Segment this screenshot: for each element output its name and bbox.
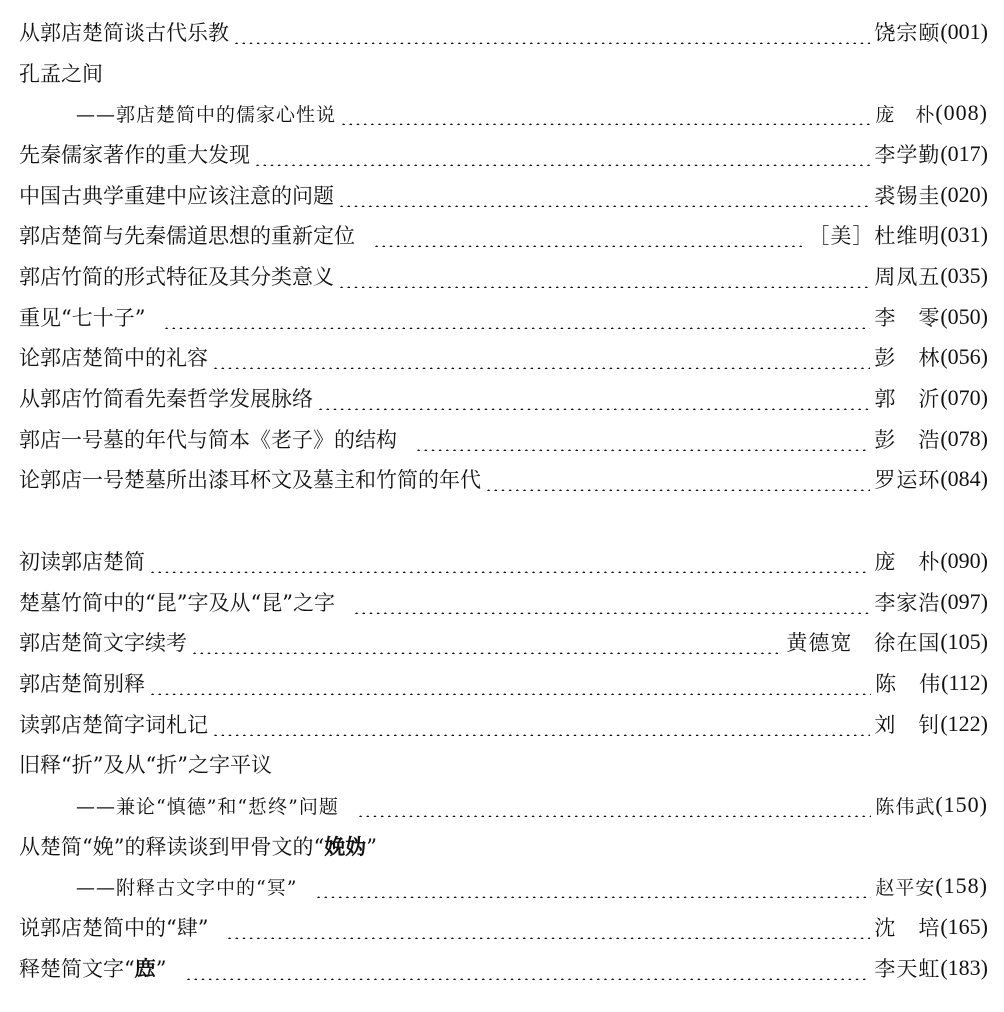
entry-page: (070) (940, 385, 988, 410)
entry-title: 读郭店楚简字词札记 (19, 713, 208, 737)
entry-author: 李学勤 (874, 143, 941, 167)
entry-title: 郭店一号墓的年代与简本《老子》的结构 (19, 428, 397, 452)
entry-author: 周凤五 (874, 265, 941, 289)
entry-page: (035) (940, 263, 988, 288)
entry-author: ［美］杜维明 (808, 224, 941, 248)
entry-author: 沈 培 (874, 916, 941, 940)
dot-leader (212, 345, 870, 369)
toc-entry[interactable] (0, 541, 1004, 581)
entry-author: 裘锡圭 (874, 184, 941, 208)
entry-title: 郭店楚简别释 (19, 672, 145, 696)
entry-author: 彭 林 (874, 346, 941, 370)
entry-page: (150) (935, 792, 988, 817)
toc-entry[interactable] (0, 53, 1004, 93)
entry-page: (084) (940, 466, 988, 491)
toc-entry[interactable] (0, 378, 1004, 418)
entry-title: 孔孟之间 (19, 62, 103, 86)
toc-entry[interactable] (0, 704, 1004, 744)
entry-page: (122) (940, 711, 988, 736)
toc-entry[interactable] (0, 419, 1004, 459)
entry-page: (056) (940, 344, 988, 369)
entry-title: 论郭店一号楚墓所出漆耳杯文及墓主和竹简的年代 (19, 468, 481, 492)
entry-subtitle: ——附释古文字中的“冥” (76, 876, 298, 899)
entry-author: 庞 朴 (875, 103, 936, 126)
entry-author: 彭 浩 (874, 428, 941, 452)
entry-page: (090) (940, 548, 988, 573)
toc-entry[interactable] (0, 459, 1004, 499)
toc-entry[interactable] (0, 12, 1004, 52)
dot-leader (338, 264, 870, 288)
toc-entry[interactable] (0, 744, 1004, 784)
toc-entry[interactable] (0, 907, 1004, 947)
entry-page: (078) (940, 426, 988, 451)
toc-entry[interactable] (0, 215, 1004, 255)
toc-entry[interactable] (0, 175, 1004, 215)
toc-entry[interactable] (0, 297, 1004, 337)
dot-leader (185, 956, 871, 980)
entry-page: (020) (940, 182, 988, 207)
entry-title (19, 953, 167, 983)
entry-title: 从郭店楚简谈古代乐教 (19, 21, 229, 45)
toc-subentry[interactable] (0, 93, 1004, 133)
entry-title: 旧释“折”及从“折”之字平议 (19, 753, 272, 777)
dot-leader (149, 671, 871, 695)
entry-page: (008) (935, 100, 988, 125)
entry-title: 中国古典学重建中应该注意的问题 (19, 184, 334, 208)
entry-title: 说郭店楚简中的“肆” (19, 916, 209, 940)
entry-author: 刘 钊 (874, 713, 941, 737)
entry-author: 庞 朴 (874, 550, 941, 574)
dot-leader (226, 915, 870, 939)
dot-leader (149, 549, 870, 573)
entry-page: (017) (940, 141, 988, 166)
dot-leader (191, 630, 782, 654)
entry-author: 陈 伟 (875, 672, 942, 696)
entry-title: 初读郭店楚简 (19, 550, 145, 574)
entry-page: (105) (940, 629, 988, 654)
entry-author: 李家浩 (874, 591, 941, 615)
entry-author: 李 零 (874, 306, 941, 330)
dot-leader (163, 305, 870, 329)
entry-subtitle: ——兼论“慎德”和“悊终”问题 (76, 795, 339, 818)
entry-title: 楚墓竹简中的“昆”字及从“昆”之字 (19, 591, 335, 615)
toc-subentry[interactable] (0, 785, 1004, 825)
entry-page: (001) (940, 19, 988, 44)
entry-page: (165) (940, 914, 988, 939)
toc-entry[interactable] (0, 826, 1004, 866)
entry-author: 郭 沂 (874, 387, 941, 411)
entry-author: 黄德宽 徐在国 (786, 631, 941, 655)
entry-title-text: ” (155, 957, 167, 981)
entry-page: (112) (941, 670, 988, 695)
entry-page: (158) (935, 873, 988, 898)
toc-subentry[interactable] (0, 866, 1004, 906)
entry-title-text: 从楚简“娩”的释读谈到甲骨文的“ (19, 835, 325, 859)
dot-leader (212, 712, 870, 736)
toc-entry[interactable] (0, 622, 1004, 662)
entry-page: (097) (940, 589, 988, 614)
entry-title: 从郭店竹简看先秦哲学发展脉络 (19, 387, 313, 411)
entry-title: 郭店竹简的形式特征及其分类意义 (19, 265, 334, 289)
dot-leader (353, 590, 870, 614)
dot-leader (317, 386, 870, 410)
dot-leader (338, 183, 870, 207)
dot-leader (415, 427, 870, 451)
entry-author: 饶宗颐 (874, 21, 941, 45)
entry-page: (050) (940, 304, 988, 329)
toc-entry[interactable] (0, 663, 1004, 703)
toc-entry[interactable] (0, 948, 1004, 988)
entry-title-text: 释楚简文字“ (19, 957, 135, 981)
entry-subtitle: ——郭店楚简中的儒家心性说 (76, 103, 337, 126)
toc-entry[interactable] (0, 134, 1004, 174)
entry-title-glyph: 𢉖 (134, 956, 156, 981)
entry-title-text: ” (366, 835, 377, 859)
dot-leader (340, 101, 871, 125)
entry-author: 赵平安 (875, 876, 936, 899)
entry-title: 郭店楚简文字续考 (19, 631, 187, 655)
entry-title: 郭店楚简与先秦儒道思想的重新定位 (19, 224, 355, 248)
dot-leader (485, 467, 870, 491)
toc-entry[interactable] (0, 256, 1004, 296)
entry-title (19, 831, 377, 861)
entry-author: 陈伟武 (875, 795, 936, 818)
dot-leader (233, 20, 870, 44)
entry-page: (031) (940, 222, 988, 247)
entry-author: 罗运环 (874, 468, 941, 492)
entry-author: 李天虹 (874, 957, 941, 981)
entry-title-glyph: 娩妫 (324, 834, 367, 859)
entry-title: 论郭店楚简中的礼容 (19, 346, 208, 370)
toc-entry[interactable] (0, 582, 1004, 622)
dot-leader (254, 142, 870, 166)
toc-entry[interactable] (0, 337, 1004, 377)
dot-leader (357, 793, 871, 817)
dot-leader (315, 874, 871, 898)
entry-title: 重见“七十子” (19, 306, 146, 330)
entry-page: (183) (940, 955, 988, 980)
entry-title: 先秦儒家著作的重大发现 (19, 143, 250, 167)
dot-leader (373, 223, 804, 247)
